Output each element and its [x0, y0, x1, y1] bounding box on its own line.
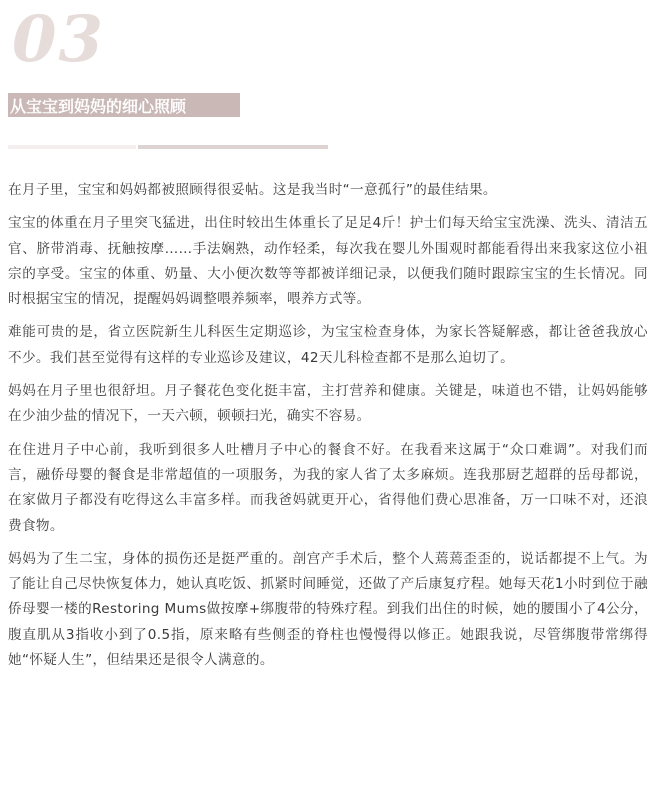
section-heading: 从宝宝到妈妈的细心照顾 [10, 96, 187, 116]
article-body [8, 178, 648, 681]
section-number: 03 [12, 2, 106, 77]
section-heading-bar [8, 93, 240, 117]
paragraph: 宝宝的体重在月子里突飞猛进，出住时较出生体重长了足足4斤！护士们每天给宝宝洗澡、洗头、清洁五官、脐带消毒、抚触按摩……手法娴熟，动作轻柔，每次我在婴儿外围观时都能看得出来我家这位小祖宗的享受。宝宝的体重、奶量、大小便次数等等都被详细记录，以便我们随时跟踪宝宝的生长情况。同时根据宝宝的情况，提醒妈妈调整喂养频率，喂养方式等。 [8, 215, 648, 308]
divider-faint [8, 145, 136, 149]
paragraph: 在月子里，宝宝和妈妈都被照顾得很妥帖。这是我当时“一意孤行”的最佳结果。 [8, 182, 497, 198]
paragraph: 妈妈为了生二宝，身体的损伤还是挺严重的。剖宫产手术后，整个人蔫蔫歪歪的，说话都提不上气。为了能让自己尽快恢复体力，她认真吃饭、抓紧时间睡觉，还做了产后康复疗程。她每天花1小时到位于融侨母婴一楼的Restoring Mums做按摩+绑腹带的特殊疗程。到我们出住的时候，她的腰围小了4公分，腹直肌从3指收小到了0.5指，原来略有些侧歪的脊柱也慢慢得以修正。她跟我说，尽管绑腹带常绑得她“怀疑人生”，但结果还是很令人满意的。 [8, 550, 648, 669]
divider [138, 145, 328, 149]
paragraph: 难能可贵的是，省立医院新生儿科医生定期巡诊，为宝宝检查身体，为家长答疑解惑，都让爸爸我放心不少。我们甚至觉得有这样的专业巡诊及建议，42天儿科检查都不是那么迫切了。 [8, 324, 648, 366]
paragraph: 在住进月子中心前，我听到很多人吐槽月子中心的餐食不好。在我看来这属于“众口难调”。对我们而言，融侨母婴的餐食是非常超值的一项服务，为我的家人省了太多麻烦。连我那厨艺超群的岳母都说，在家做月子都没有吃得这么丰富多样。而我爸妈就更开心，省得他们费心思准备，万一口味不对，还浪费食物。 [8, 441, 648, 534]
paragraph: 妈妈在月子里也很舒坦。月子餐花色变化挺丰富，主打营养和健康。关键是，味道也不错，让妈妈能够在少油少盐的情况下，一天六顿，顿顿扫光，确实不容易。 [8, 383, 648, 425]
